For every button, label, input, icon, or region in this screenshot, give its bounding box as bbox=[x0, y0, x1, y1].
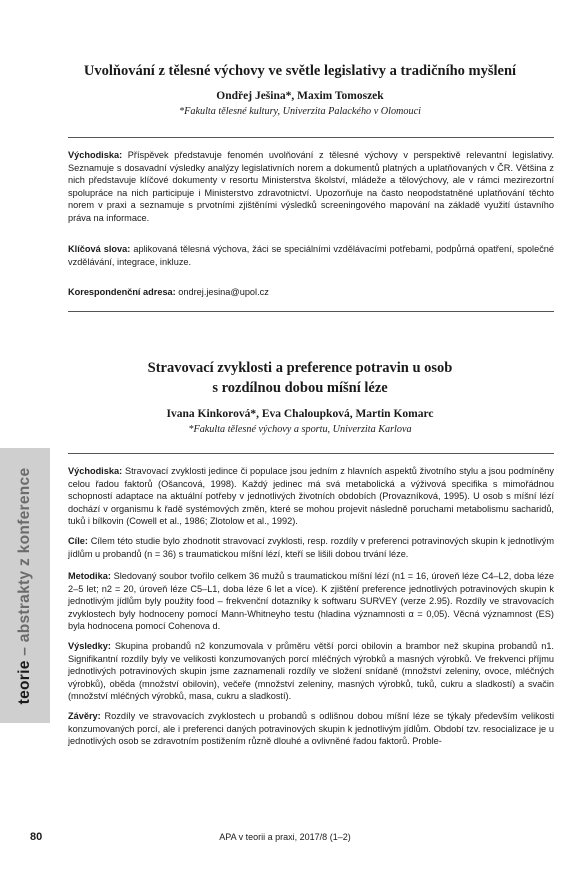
article1-bottom-divider bbox=[68, 311, 554, 312]
article2-title bbox=[60, 358, 540, 398]
sidebar-label-bold: teorie bbox=[16, 660, 33, 705]
article2-conclusions bbox=[68, 710, 554, 748]
page-number: 80 bbox=[30, 831, 43, 843]
correspondence-label: Korespondenční adresa: bbox=[68, 287, 176, 297]
article1-abstract bbox=[68, 149, 554, 225]
section-text: Sledovaný soubor tvořilo celkem 36 mužů s traumatickou míšní lézí (n1 = 16, úroveň léze C4–L2, doba léze 2–5 let; n2 = 20, úroveň léze C5–L1, doba léze 6 let a více). K zjištění preference jednotlivých potravinových skupin k jednotlivým jídlům byly použity food – frekvenční dotazníky k softwaru SURVEY (verze 2.95). Rozdíly ve stravovacích zvyklostech byly hodnoceny pomocí Mann-Whitneyho testu (hladina významnosti α = 0,05). Věcná významnost (ES) byla hodnocena pomocí Cohenova d. bbox=[68, 571, 554, 632]
section-text: Stravovací zvyklosti jedince či populace jsou jedním z hlavních aspektů životního stylu a jsou podmíněny celou řadou faktorů (Ošancová, 1998). Každý jedinec má svá metabolická a výživová specifika s mimořádnou schopností adaptace na aktuální potřeby v jednotlivých životních obdobích (Provazníková, 1995). U osob s míšní lézí dochází v organismu k řadě systémových změn, které se mohou projevit následně poruchami metabolismu sacharidů, tuků i bílkovin (Cowell et al., 1986; Zlotolow et al., 1992). bbox=[68, 466, 554, 527]
sidebar-label bbox=[16, 468, 34, 705]
article2-aims bbox=[68, 535, 554, 560]
article2-title-line2: s rozdílnou dobou míšní léze bbox=[212, 380, 388, 396]
article2-authors: Ivana Kinkorová*, Eva Chaloupková, Martin Komarc bbox=[166, 408, 434, 420]
section-label: Východiska: bbox=[68, 466, 123, 476]
article1-authors: Ondřej Ješina*, Maxim Tomoszek bbox=[216, 90, 384, 102]
section-text: Cílem této studie bylo zhodnotit stravovací zvyklosti, resp. rozdíly v preferenci potravinových skupin k jednotlivým jídlům u probandů (n = 36) s traumatickou míšní lézí, kteří se lišili dobou trvání léze. bbox=[68, 536, 554, 559]
article2-top-divider bbox=[68, 453, 554, 454]
section-label: Metodika: bbox=[68, 571, 111, 581]
correspondence-email: ondrej.jesina@upol.cz bbox=[175, 287, 269, 297]
keywords-label: Klíčová slova: bbox=[68, 244, 131, 254]
section-label: Cíle: bbox=[68, 536, 88, 546]
sidebar-label-rest: – abstrakty z konference bbox=[16, 467, 33, 661]
article2-results bbox=[68, 640, 554, 703]
section-sidebar-tab bbox=[0, 448, 50, 723]
article1-affiliation: *Fakulta tělesné kultury, Univerzita Palackého v Olomouci bbox=[179, 106, 421, 117]
article1-title: Uvolňování z tělesné výchovy ve světle legislativy a tradičního myšlení bbox=[83, 63, 517, 79]
section-text: Skupina probandů n2 konzumovala v průměru větší porci obilovin a brambor než skupina probandů n1. Signifikantní rozdíly byly ve velikosti konzumovaných porcí mléčných výrobků a masných výrobků. Ve frekvenci příjmu jednotlivých potravinových skupin jsme zaznamenali rozdíly ve složení snídaně (množství zeleniny, ovoce, mléčných výrobků), oběda (množství obilovin), večeře (množství zeleniny, masných výrobků, tuků, cukru a sladkostí) a svačin (množství mléčných výrobků, masa, cukru a sladkostí). bbox=[68, 641, 554, 702]
journal-footer: APA v teorii a praxi, 2017/8 (1–2) bbox=[219, 832, 351, 842]
article2-affiliation: *Fakulta tělesné výchovy a sportu, Univerzita Karlova bbox=[188, 424, 412, 435]
article1-keywords bbox=[68, 243, 554, 268]
section-label: Výsledky: bbox=[68, 641, 111, 651]
section-label: Závěry: bbox=[68, 711, 101, 721]
section-text: Rozdíly ve stravovacích zvyklostech u probandů s odlišnou dobou míšní léze se týkaly především velikosti konzumovaných porcí, ale i preferenci daných potravinových skupin k jednotlivým jídlům. Období tzv. resocializace je u jednotlivých osob se zdravotním postižením různě dlouhé a ovlivněné řadou faktorů. Proble- bbox=[68, 711, 554, 747]
article1-top-divider bbox=[68, 137, 554, 138]
keywords-text: aplikovaná tělesná výchova, žáci se speciálními vzdělávacími potřebami, podpůrná opatření, společné vzdělávání, integrace, inkluze. bbox=[68, 244, 555, 267]
article2-background bbox=[68, 465, 554, 528]
abstract-text: Příspěvek představuje fenomén uvolňování z tělesné výchovy v perspektivě relevantní legislativy. Seznamuje s dosavadní výsledky analýzy legislativních norem a dokumentů platných a uplatňovaných v ČR. Většina z nich představuje klíčové dokumenty v resortu Ministerstva školství, mládeže a tělovýchovy, ale v rámci mezirezortní spolupráce na nich participuje i Ministerstvo zdravotnictví. Upozorňuje na často neopodstatněné uplatňování těchto norem v praxi a seznamuje s prvotními zjištěními výsledků screeningového mapování na základě využití ústavního práva na informace. bbox=[68, 150, 554, 223]
article2-title-line1: Stravovací zvyklosti a preference potravin u osob bbox=[147, 360, 453, 376]
article1-correspondence bbox=[68, 286, 554, 299]
article2-methods bbox=[68, 570, 554, 633]
abstract-label: Východiska: bbox=[68, 150, 123, 160]
